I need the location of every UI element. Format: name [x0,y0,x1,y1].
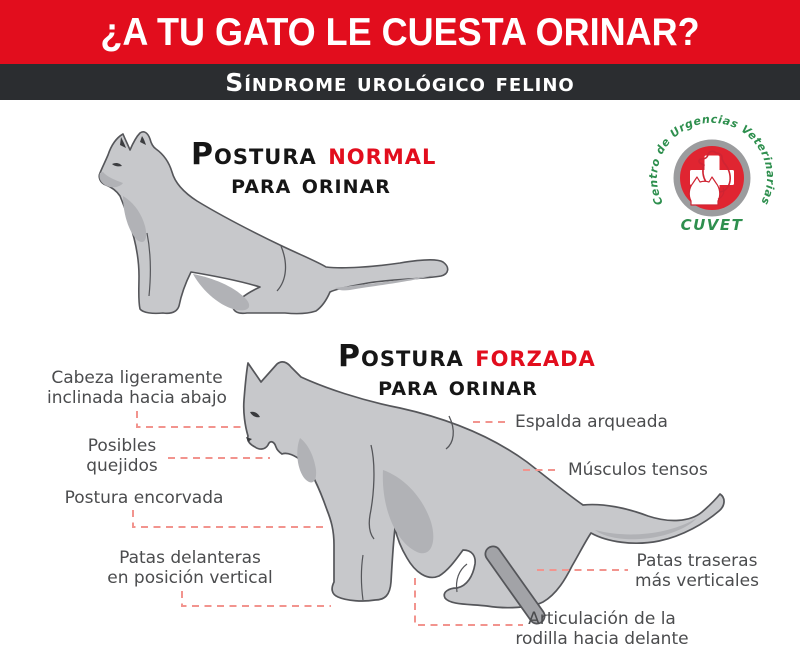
annotation-rodilla-line1: Articulación de la [528,609,676,629]
annotation-delanteras-line2: en posición vertical [107,568,273,589]
forzada-title-word2: forzada [475,339,596,374]
annotation-espalda [515,412,735,432]
annotation-quejidos-line1: Posibles [87,436,157,456]
annotation-delanteras [80,548,300,589]
normal-section-title [191,137,437,200]
annotation-rodilla [492,609,712,650]
annotation-musculos-line1: Músculos tensos [568,460,708,480]
annotation-traseras-line2: más verticales [635,571,759,592]
annotation-encorvada [34,488,254,508]
normal-title-word2: normal [328,137,437,172]
page-title: ¿A TU GATO LE CUESTA ORINAR? [100,9,700,54]
annotation-cabeza-line2: inclinada hacia abajo [47,388,227,409]
forzada-title-word1: Postura [338,339,464,374]
annotation-cabeza-line1: Cabeza ligeramente [51,368,223,388]
subheader-bar [0,64,800,100]
logo-acronym: CUVET [680,216,744,234]
annotation-rodilla-line2: rodilla hacia delante [515,629,689,650]
leader-line-cabeza [137,411,244,427]
logo-arc-text: Centro de Urgencias Veterinarias [646,112,778,208]
normal-title-word1: Postura [191,137,317,172]
annotation-encorvada-line1: Postura encorvada [64,488,224,508]
cuvet-logo [637,103,787,253]
annotation-traseras-line1: Patas traseras [636,551,758,571]
header-bar [0,0,800,64]
annotation-quejidos [42,436,202,477]
annotation-espalda-line1: Espalda arqueada [515,412,668,432]
annotation-musculos [568,460,768,480]
normal-title-line2: para orinar [231,168,391,200]
forzada-title-line2: para orinar [378,370,538,402]
normal-title-line1 [191,137,437,172]
content-area [0,100,800,671]
annotation-cabeza [27,368,247,409]
annotation-quejidos-line2: quejidos [86,456,158,477]
annotation-traseras [587,551,800,592]
annotation-delanteras-line1: Patas delanteras [119,548,261,568]
forzada-title-line1 [338,339,596,374]
forzada-section-title [338,339,596,402]
page-subtitle: Síndrome urológico felino [225,67,575,97]
